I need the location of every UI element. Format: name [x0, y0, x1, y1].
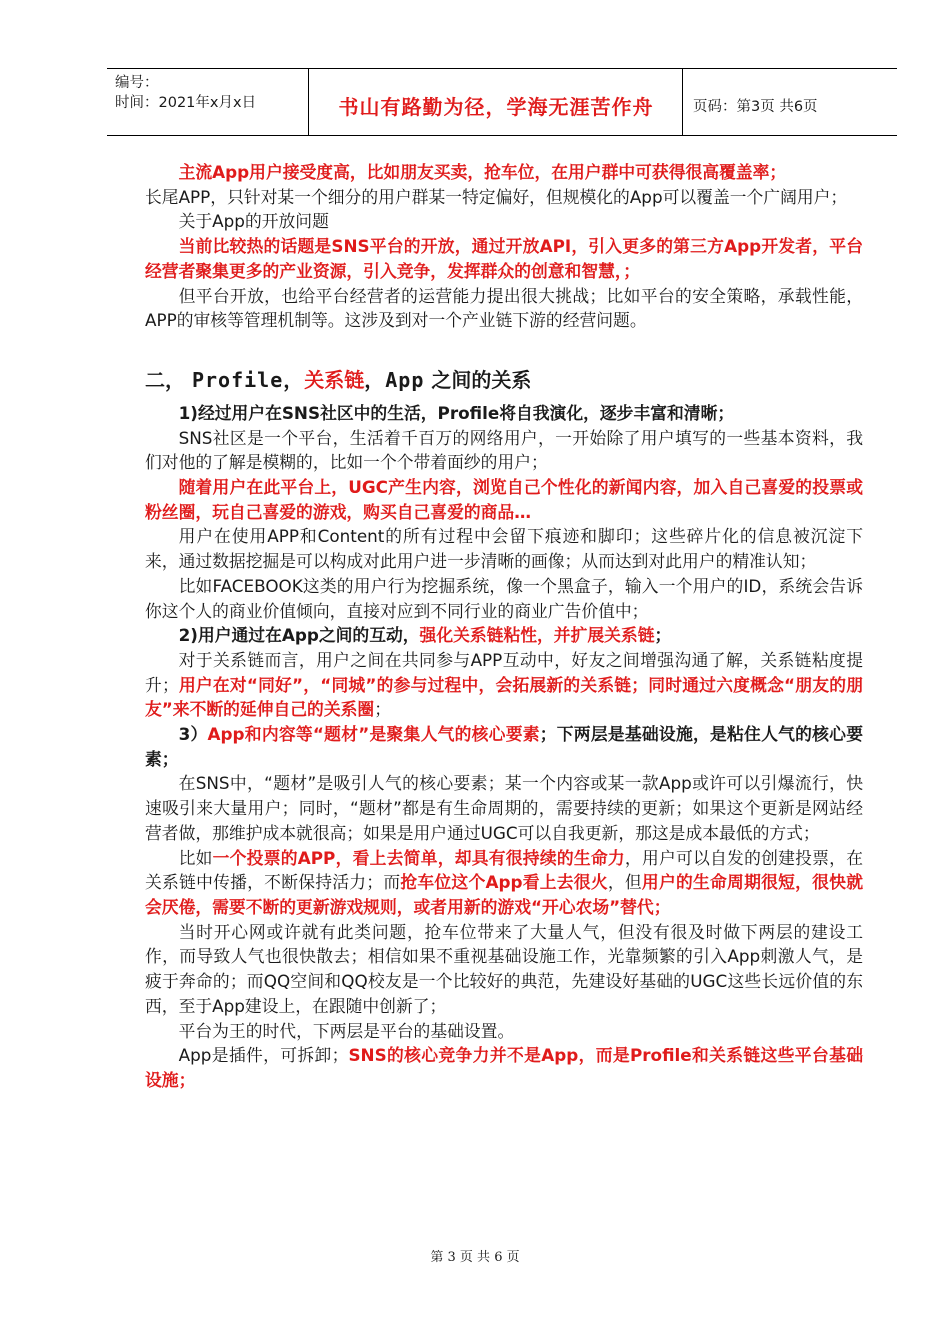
paragraph-run: 抢车位这个App看上去很火	[400, 872, 608, 893]
paragraph: 1)经过用户在SNS社区中的生活，Profile将自我演化，逐步丰富和清晰；	[178, 402, 735, 423]
paragraph: 随着用户在此平台上，UGC产生内容，浏览自己个性化的新闻内容，加入自己喜爱的投票或粉丝圈，玩自己喜爱的游戏，购买自己喜爱的商品…	[145, 477, 863, 522]
paragraph	[145, 846, 863, 920]
paragraph: 主流App用户接受度高，比如朋友买卖，抢车位，在用户群中可获得很高覆盖率；	[178, 162, 787, 182]
section-heading	[145, 367, 863, 393]
page-footer: 第 3 页 共 6 页	[430, 1250, 520, 1265]
header-divider	[682, 69, 683, 135]
paragraph-run: ，用户可以自发的创建投票，在关系链中传播，不断保持活力；而	[145, 847, 863, 893]
paragraph: 当时开心网或许就有此类问题，抢车位带来了大量人气，但没有很及时做下两层的建设工作，而导致人气也很快散去；相信如果不重视基础设施工作，光靠频繁的引入App刺激人气，是疲于奔命的；而QQ空间和QQ校友是一个比较好的典范，先建设好基础的UGC这些长远价值的东西，至于App建设上，在跟随中创新了；	[145, 921, 863, 1016]
paragraph-run: ；	[654, 625, 672, 646]
paragraph: 但平台开放，也给平台经营者的运营能力提出很大挑战；比如平台的安全策略，承载性能，APP的审核等管理机制等。这涉及到对一个产业链下游的经营问题。	[145, 285, 863, 331]
header-motto: 书山有路勤为径，学海无涯苦作舟	[338, 95, 654, 119]
paragraph-run: App和内容等“题材”是聚集人气的核心要素	[207, 724, 540, 745]
paragraph: 比如FACEBOOK这类的用户行为挖掘系统，像一个黑盒子，输入一个用户的ID，系统会告诉你这个人的商业价值倾向，直接对应到不同行业的商业广告价值中；	[145, 575, 863, 621]
paragraph: SNS社区是一个平台，生活着千百万的网络用户，一开始除了用户填写的一些基本资料，我们对他的了解是模糊的，比如一个个带着面纱的用户；	[145, 427, 863, 473]
paragraph-run: 比如	[178, 847, 213, 868]
paragraph-run: ；下两层是基础设施，是粘住人气的核心要素；	[145, 724, 863, 769]
section-title-suffix: 之间的关系	[431, 367, 532, 392]
paragraph-run: ，但	[607, 872, 642, 893]
doc-number-label: 编号：	[115, 75, 159, 91]
page-header	[107, 68, 897, 136]
paragraph: 长尾APP，只针对某一个细分的用户群某一特定偏好，但规模化的App可以覆盖一个广阔用户；	[145, 186, 848, 207]
paragraph-run: 2)用户通过在App之间的互动，	[178, 625, 420, 646]
paragraph: 当前比较热的话题是SNS平台的开放，通过开放API，引入更多的第三方App开发者，平台经营者聚集更多的产业资源，引入竞争，发挥群众的创意和智慧，；	[145, 236, 863, 281]
header-page-label: 页码：第3页 共6页	[693, 99, 818, 115]
section-number: 二，	[145, 367, 185, 392]
paragraph: 用户在使用APP和Content的所有过程中会留下痕迹和脚印；这些碎片化的信息被沉淀下来，通过数据挖掘是可以构成对此用户进一步清晰的画像；从而达到对此用户的精准认知；	[145, 526, 863, 572]
paragraph: 平台为王的时代，下两层是平台的基础设置。	[178, 1020, 515, 1041]
paragraph-run: 用户在对“同好”，“同城”的参与过程中，会拓展新的关系链；同时通过六度概念“朋友的朋友”来不断的延伸自己的关系圈	[145, 674, 863, 720]
paragraph: 在SNS中，“题材”是吸引人气的核心要素；某一个内容或某一款App或许可以引爆流行，快速吸引来大量用户；同时，“题材”都是有生命周期的，需要持续的更新；如果这个更新是网站经营者做，那维护成本就很高；如果是用户通过UGC可以自我更新，那这是成本最低的方式；	[145, 773, 863, 843]
paragraph	[145, 722, 863, 771]
section-title-relation-chain: 关系链	[304, 367, 365, 392]
document-body	[145, 160, 863, 1093]
section-title-app: ，App	[364, 367, 425, 392]
paragraph-run: 用户的生命周期很短，很快就会厌倦，需要不断的更新游戏规则，或者用新的游戏“开心农场”替代；	[145, 872, 863, 917]
section-title-profile: Profile，	[191, 367, 305, 392]
paragraph	[145, 623, 863, 648]
header-divider	[308, 69, 309, 135]
paragraph-run: 一个投票的APP，看上去简单，却具有很持续的生命力	[212, 847, 625, 868]
paragraph	[145, 648, 863, 722]
paragraph-run: 3）	[178, 724, 208, 745]
doc-date-label: 时间：2021年x月x日	[115, 95, 257, 111]
paragraph-run: 强化关系链粘性，并扩展关系链	[419, 625, 655, 646]
paragraph-run: ；	[374, 699, 391, 720]
paragraph-run: App是插件，可拆卸；	[178, 1045, 349, 1066]
header-meta	[115, 73, 256, 113]
paragraph-run: 对于关系链而言，用户之间在共同参与APP互动中，好友之间增强沟通了解，关系链粘度提升；	[145, 649, 863, 695]
paragraph-run: SNS的核心竞争力并不是App，而是Profile和关系链这些平台基础设施；	[145, 1045, 863, 1090]
paragraph	[145, 1043, 863, 1092]
paragraph: 关于App的开放问题	[178, 211, 329, 232]
